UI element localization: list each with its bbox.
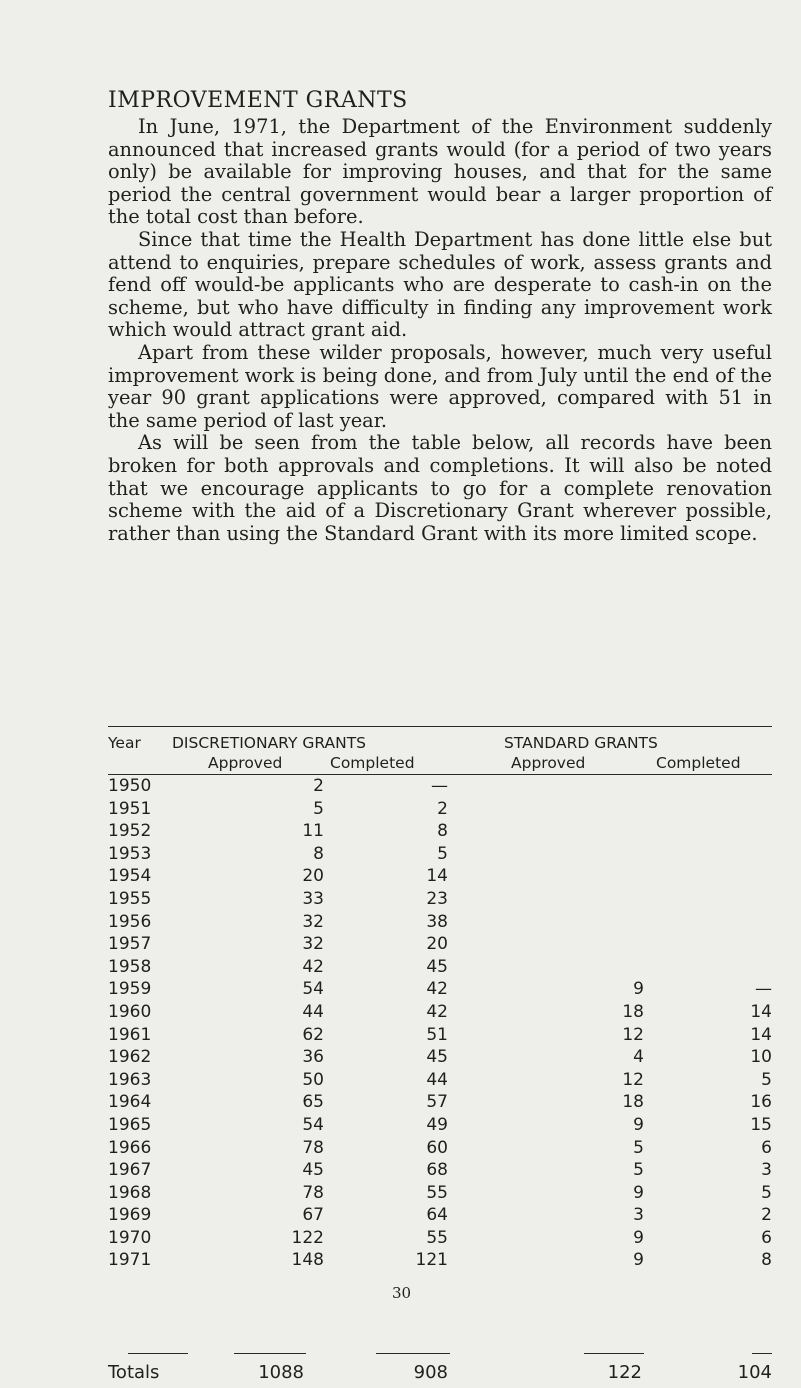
year-cell: 1959 xyxy=(108,979,152,1000)
disc-approved-cell: 54 xyxy=(302,979,324,1000)
disc-approved-cell: 62 xyxy=(302,1024,324,1045)
std-approved-header: Approved xyxy=(511,754,586,772)
table-top-rule xyxy=(108,726,772,727)
disc-approved-cell: 32 xyxy=(302,911,324,932)
std-completed-header: Completed xyxy=(656,754,741,772)
std-completed-cell: 6 xyxy=(761,1137,772,1158)
disc-approved-cell: 45 xyxy=(302,1160,324,1181)
disc-completed-cell: 55 xyxy=(426,1182,448,1203)
std-approved-cell: 5 xyxy=(633,1137,644,1158)
std-completed-cell: — xyxy=(755,979,772,1000)
std-completed-cell: 5 xyxy=(761,1069,772,1090)
disc-approved-cell: 5 xyxy=(313,798,324,819)
disc-approved-cell: 65 xyxy=(302,1092,324,1113)
paragraph: In June, 1971, the Department of the Environment suddenly announced that increased grants would (for a period of two years only) be available for improving houses, and that for the same period the central government would bear a larger proportion of the total cost than before. xyxy=(108,115,772,229)
disc-completed-cell: 14 xyxy=(426,866,448,887)
table-row xyxy=(108,844,772,867)
disc-completed-cell: 121 xyxy=(415,1250,448,1271)
year-cell: 1956 xyxy=(108,911,152,932)
totals-disc-completed: 908 xyxy=(413,1362,448,1383)
disc-completed-cell: 64 xyxy=(426,1205,448,1226)
std-approved-cell: 9 xyxy=(633,1114,644,1135)
disc-completed-header: Completed xyxy=(330,754,415,772)
std-completed-cell: 14 xyxy=(750,1024,772,1045)
disc-completed-cell: 49 xyxy=(426,1114,448,1135)
disc-approved-cell: 11 xyxy=(302,821,324,842)
year-cell: 1962 xyxy=(108,1047,152,1068)
std-approved-cell: 9 xyxy=(633,1250,644,1271)
standard-header: STANDARD GRANTS xyxy=(504,734,658,752)
std-completed-cell: 14 xyxy=(750,1001,772,1022)
year-cell: 1969 xyxy=(108,1205,152,1226)
table-row xyxy=(108,1025,772,1048)
std-completed-cell: 2 xyxy=(761,1205,772,1226)
std-approved-cell: 9 xyxy=(633,1227,644,1248)
std-approved-cell: 3 xyxy=(633,1205,644,1226)
table-header xyxy=(108,734,772,774)
disc-approved-cell: 78 xyxy=(302,1137,324,1158)
disc-completed-cell: 51 xyxy=(426,1024,448,1045)
paragraph: Since that time the Health Department has done little else but attend to enquiries, prepare schedules of work, assess grants and fend off would-be applicants who are desperate to cash-in on the scheme, but who have difficulty in finding any improvement work which would attract grant aid. xyxy=(108,227,772,342)
disc-approved-cell: 148 xyxy=(291,1250,324,1271)
disc-completed-cell: 60 xyxy=(426,1137,448,1158)
year-cell: 1951 xyxy=(108,798,152,819)
table-row xyxy=(108,912,772,935)
disc-approved-cell: 78 xyxy=(302,1182,324,1203)
totals-std-completed: 104 xyxy=(737,1362,772,1383)
std-approved-cell: 18 xyxy=(622,1001,644,1022)
std-approved-cell: 9 xyxy=(633,979,644,1000)
year-cell: 1960 xyxy=(108,1001,152,1022)
disc-approved-cell: 20 xyxy=(302,866,324,887)
table-row xyxy=(108,1205,772,1228)
disc-completed-cell: 42 xyxy=(426,979,448,1000)
disc-approved-cell: 67 xyxy=(302,1205,324,1226)
disc-approved-cell: 33 xyxy=(302,888,324,909)
table-row xyxy=(108,1047,772,1070)
totals-disc-approved: 1088 xyxy=(258,1362,304,1383)
table-row xyxy=(108,1002,772,1025)
disc-approved-header: Approved xyxy=(208,754,283,772)
year-cell: 1955 xyxy=(108,888,152,909)
disc-approved-cell: 36 xyxy=(302,1047,324,1068)
page-title: IMPROVEMENT GRANTS xyxy=(108,88,408,113)
disc-approved-cell: 42 xyxy=(302,956,324,977)
disc-completed-cell: 20 xyxy=(426,934,448,955)
std-completed-cell: 6 xyxy=(761,1227,772,1248)
disc-completed-cell: 5 xyxy=(437,843,448,864)
year-cell: 1971 xyxy=(108,1250,152,1271)
table-row xyxy=(108,1250,772,1273)
std-completed-cell: 8 xyxy=(761,1250,772,1271)
totals-std-approved: 122 xyxy=(607,1362,642,1383)
year-cell: 1954 xyxy=(108,866,152,887)
discretionary-header: DISCRETIONARY GRANTS xyxy=(172,734,366,752)
disc-approved-cell: 8 xyxy=(313,843,324,864)
disc-completed-cell: 2 xyxy=(437,798,448,819)
disc-completed-cell: 23 xyxy=(426,888,448,909)
std-approved-cell: 12 xyxy=(622,1024,644,1045)
table-row xyxy=(108,1092,772,1115)
year-cell: 1967 xyxy=(108,1160,152,1181)
disc-completed-cell: 57 xyxy=(426,1092,448,1113)
table-row xyxy=(108,866,772,889)
std-approved-cell: 12 xyxy=(622,1069,644,1090)
table-row xyxy=(108,821,772,844)
table-row xyxy=(108,1183,772,1206)
disc-approved-cell: 54 xyxy=(302,1114,324,1135)
disc-completed-cell: 45 xyxy=(426,956,448,977)
disc-approved-cell: 122 xyxy=(291,1227,324,1248)
totals-row xyxy=(108,1362,772,1388)
disc-completed-cell: 8 xyxy=(437,821,448,842)
totals-label: Totals xyxy=(108,1362,160,1383)
std-approved-cell: 9 xyxy=(633,1182,644,1203)
std-completed-cell: 3 xyxy=(761,1160,772,1181)
table-row xyxy=(108,889,772,912)
disc-completed-cell: 68 xyxy=(426,1160,448,1181)
std-completed-cell: 16 xyxy=(750,1092,772,1113)
total-rule-year xyxy=(128,1353,188,1354)
disc-approved-cell: 32 xyxy=(302,934,324,955)
year-cell: 1966 xyxy=(108,1137,152,1158)
table-row xyxy=(108,1228,772,1251)
std-completed-cell: 5 xyxy=(761,1182,772,1203)
table-row xyxy=(108,979,772,1002)
std-completed-cell: 10 xyxy=(750,1047,772,1068)
paragraph: Apart from these wilder proposals, however, much very useful improvement work is being done, and from July until the end of the year 90 grant applications were approved, compared with 51 in the same period of last year. xyxy=(108,340,772,432)
disc-completed-cell: 55 xyxy=(426,1227,448,1248)
header-rule xyxy=(108,774,772,775)
table-row xyxy=(108,799,772,822)
year-cell: 1963 xyxy=(108,1069,152,1090)
disc-completed-cell: 42 xyxy=(426,1001,448,1022)
year-cell: 1958 xyxy=(108,956,152,977)
total-rule-da xyxy=(234,1353,306,1354)
disc-completed-cell: 38 xyxy=(426,911,448,932)
table-row xyxy=(108,1138,772,1161)
disc-approved-cell: 2 xyxy=(313,776,324,796)
year-header: Year xyxy=(108,734,141,752)
disc-completed-cell: 44 xyxy=(426,1069,448,1090)
disc-completed-cell: — xyxy=(431,776,448,796)
table-row xyxy=(108,1115,772,1138)
table-row xyxy=(108,957,772,980)
std-approved-cell: 18 xyxy=(622,1092,644,1113)
paragraph: As will be seen from the table below, all records have been broken for both approvals and completions. It will also be noted that we encourage applicants to go for a complete renovation scheme with the aid of a Discretionary Grant wherever possible, rather than using the Standard Grant with its more limited scope. xyxy=(108,431,772,545)
table-row xyxy=(108,1160,772,1183)
std-completed-cell: 15 xyxy=(750,1114,772,1135)
year-cell: 1961 xyxy=(108,1024,152,1045)
year-cell: 1952 xyxy=(108,821,152,842)
year-cell: 1953 xyxy=(108,843,152,864)
year-cell: 1964 xyxy=(108,1092,152,1113)
std-approved-cell: 4 xyxy=(633,1047,644,1068)
year-cell: 1950 xyxy=(108,776,152,796)
table-row xyxy=(108,1070,772,1093)
page-number: 30 xyxy=(392,1284,412,1302)
total-rule-sa xyxy=(584,1353,644,1354)
table-row xyxy=(108,776,772,799)
table-body xyxy=(108,776,772,1273)
year-cell: 1957 xyxy=(108,934,152,955)
body-text xyxy=(108,116,772,545)
std-approved-cell: 5 xyxy=(633,1160,644,1181)
year-cell: 1968 xyxy=(108,1182,152,1203)
disc-completed-cell: 45 xyxy=(426,1047,448,1068)
table-row xyxy=(108,934,772,957)
year-cell: 1965 xyxy=(108,1114,152,1135)
disc-approved-cell: 44 xyxy=(302,1001,324,1022)
year-cell: 1970 xyxy=(108,1227,152,1248)
total-rule-dc xyxy=(376,1353,450,1354)
disc-approved-cell: 50 xyxy=(302,1069,324,1090)
total-rule-sc xyxy=(752,1353,772,1354)
